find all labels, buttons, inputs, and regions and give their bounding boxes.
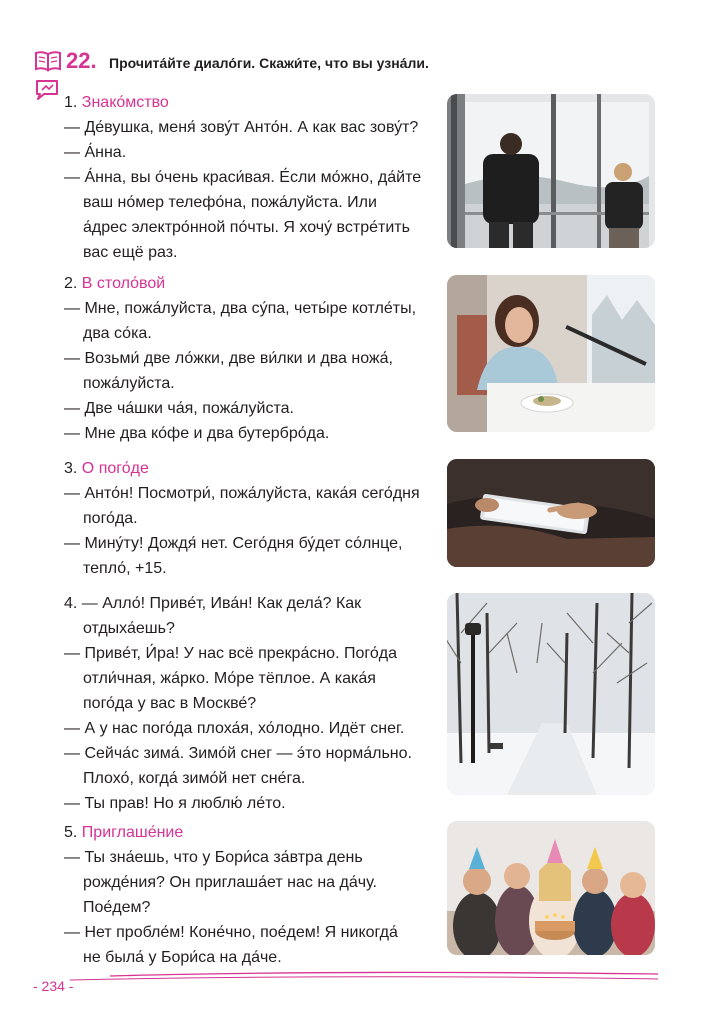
dialogue-line: — А у нас пого́да плоха́я, хо́лодно. Идёт снег. (64, 720, 405, 737)
page-number: - 234 - (33, 978, 74, 994)
dialogue-line: — Ты зна́ешь, что у Бори́са за́втра день (64, 849, 363, 866)
dialogue-line: тепло́, +15. (83, 560, 167, 577)
dialogue-line: отли́чная, жа́рко. Мо́ре тёплое. А кака́я (83, 670, 376, 687)
dialogue-line: 4. — Алло́! Приве́т, Ива́н! Как дела́? Как (64, 595, 362, 612)
dialogue-line: Плохо́, когда́ зимо́й нет сне́га. (83, 770, 306, 787)
section-title: 1. Знако́мство (64, 94, 169, 111)
photo-couple-at-window (447, 94, 655, 248)
dialogue-line: пожа́луйста. (83, 375, 175, 392)
exercise-task: Прочита́йте диало́ги. Скажи́те, что вы узна́ли. (109, 55, 429, 71)
dialogue-section-5 (64, 821, 440, 971)
dialogue-line: — Де́вушка, меня́ зову́т Анто́н. А как вас зову́т? (64, 119, 419, 136)
speech-bubble-icon (34, 78, 60, 102)
dialogue-section-1 (64, 91, 440, 266)
photo-woman-dining (447, 275, 655, 432)
dialogue-line: — Ты прав! Но я люблю́ ле́то. (64, 795, 286, 812)
dialogue-line: — Нет пробле́м! Коне́чно, пое́дем! Я никогда́ (64, 924, 398, 941)
dialogue-line: — Мину́ту! Дождя́ нет. Сего́дня бу́дет со́лнце, (64, 535, 403, 552)
dialogue-line: не была́ у Бори́са на да́че. (83, 949, 282, 966)
dialogue-line: два со́ка. (83, 325, 152, 342)
section-title: 5. Приглаше́ние (64, 824, 184, 841)
dialogue-line: пого́да у вас в Москве́? (83, 695, 257, 712)
dialogue-line: — Анто́н! Посмотри́, пожа́луйста, кака́я сего́дня (64, 485, 420, 502)
footer-decorative-lines (30, 968, 658, 988)
dialogue-line: ваш но́мер телефо́на, пожа́луйста. Или (83, 194, 377, 211)
dialogue-line: — А́нна. (64, 144, 127, 161)
dialogue-line: — А́нна, вы о́чень краси́вая. Е́сли мо́жно, да́йте (64, 169, 422, 186)
dialogue-line: рожде́ния? Он приглаша́ет нас на да́чу. (83, 874, 377, 891)
dialogue-section-2 (64, 272, 440, 447)
dialogue-section-4 (64, 592, 440, 817)
dialogue-line: — Возьми́ две ло́жки, две ви́лки и два ножа́, (64, 350, 393, 367)
section-title: 2. В столо́вой (64, 275, 166, 292)
dialogue-line: Пое́дем? (83, 899, 151, 916)
dialogue-line: — Мне два ко́фе и два бутербро́да. (64, 425, 330, 442)
dialogue-line: — Сейча́с зима́. Зимо́й снег — э́то норма́льно. (64, 745, 412, 762)
dialogue-line: — Приве́т, И́ра! У нас всё прекра́сно. Пого́да (64, 645, 397, 662)
open-book-icon (34, 50, 62, 72)
dialogue-line: отдыха́ешь? (83, 620, 175, 637)
dialogue-line: — Две ча́шки ча́я, пожа́луйста. (64, 400, 294, 417)
dialogue-line: — Мне, пожа́луйста, два су́па, четы́ре котле́ты, (64, 300, 417, 317)
dialogue-line: пого́да. (83, 510, 138, 527)
photo-birthday-party (447, 821, 655, 955)
dialogue-section-3 (64, 457, 440, 582)
section-title: 3. О пого́де (64, 460, 149, 477)
dialogue-line: вас ещё раз. (83, 244, 178, 261)
photo-snowy-park (447, 593, 655, 795)
dialogue-line: а́дрес электро́нной по́чты. Я хочу́ встре́тить (83, 219, 410, 236)
photo-hands-with-tablet (447, 459, 655, 567)
exercise-number: 22. (66, 48, 97, 73)
